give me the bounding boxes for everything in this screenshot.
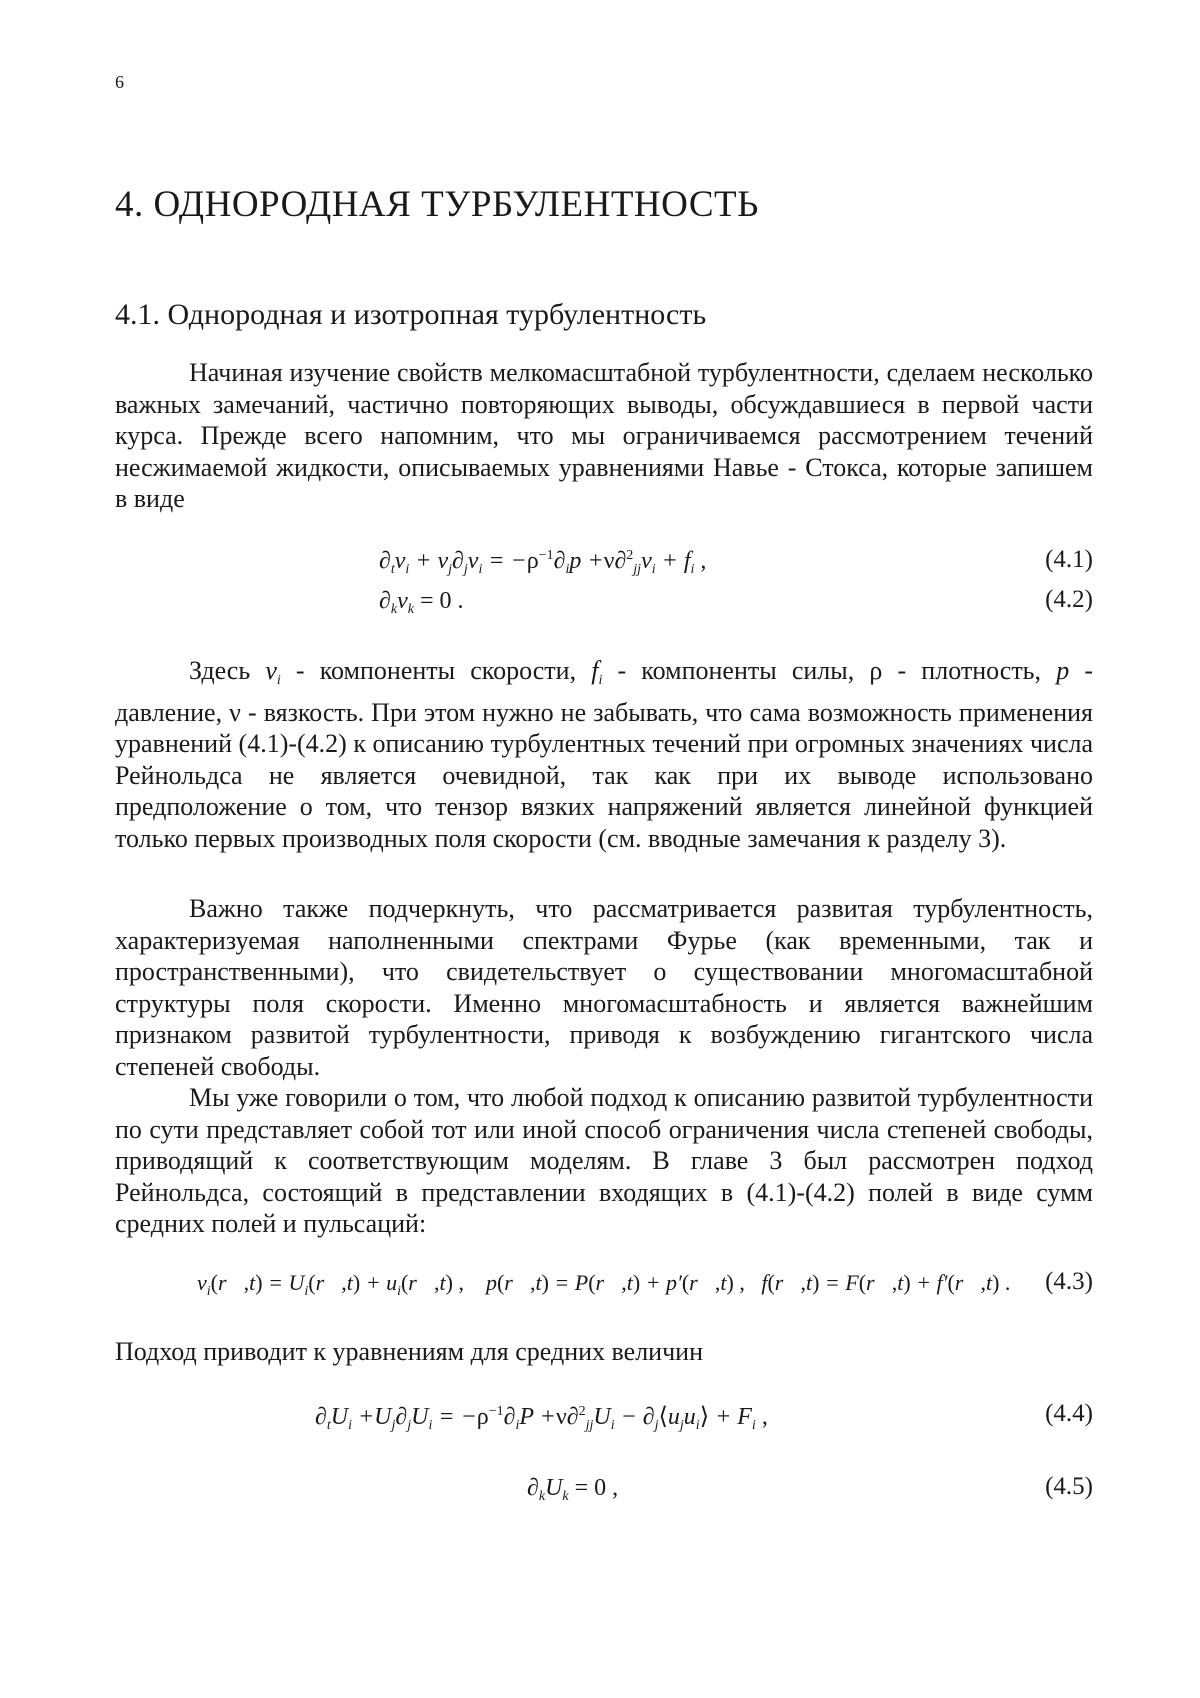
- equation-number: (4.4): [1045, 1400, 1093, 1427]
- here-paragraph: Здесь $v_i$ - компоненты скорости, $f_i$ - компоненты силы, ρ - плотность, p - давление, ν - вязкость. При этом нужно не забывать, что сама возможность применения уравнений (4.1)-(4.2) к описанию турбулентных течений при огромных значениях числа Рейнольдса не является очевидной, так как при их выводе использовано предположение о том, что тензор вязких напряжений является линейной функцией только первых производных поля скорости (см. вводные замечания к разделу 3).: [115, 656, 1093, 853]
- inline-var-f: f: [591, 656, 599, 685]
- equation-4-2: $\partial_kv_k = 0$ . (4.2): [379, 586, 1093, 617]
- approach-paragraph: Подход приводит к уравнениям для средних величин: [115, 1337, 703, 1366]
- equation-number: (4.3): [1045, 1268, 1093, 1295]
- inline-var-v: v: [265, 656, 277, 685]
- equation-4-4: $\partial_tU_i +U_j\partial_jU_i = -\rho^{-1}\partial_iP +\nu\partial^2_{jj}U_i$ − $\partial_j⟨u_ju_i⟩ + F_i$ , (4.4): [315, 1400, 1093, 1433]
- equation-4-5: $\partial_kU_k = 0$ , (4.5): [527, 1473, 1093, 1504]
- equation-number: (4.1): [1045, 546, 1093, 573]
- important-paragraph: Важно также подчеркнуть, что рассматривается развитая турбулентность, характеризуемая наполненными спектрами Фурье (как временными, так и пространственными), что свидетельствует о существовании многомасштабной структуры поля скорости. Именно многомасштабность и является важнейшим признаком развитой турбулентности, приводя к возбуждению гигантского числа степеней свободы.: [115, 894, 1093, 1081]
- section-title: 4.1. Однородная и изотропная турбулентность: [115, 298, 707, 331]
- equation-number: (4.2): [1045, 586, 1093, 613]
- inline-var-p: p: [1056, 656, 1070, 685]
- intro-paragraph: Начиная изучение свойств мелкомасштабной турбулентности, сделаем несколько важных замечаний, частично повторяющих выводы, обсуждавшиеся в первой части курса. Прежде всего напомним, что мы ограничиваемся рассмотрением течений несжимаемой жидкости, описываемых уравнениями Навье - Стокса, которые запишем в виде: [115, 358, 1093, 513]
- equation-number: (4.5): [1045, 1473, 1093, 1500]
- chapter-title: 4. ОДНОРОДНАЯ ТУРБУЛЕНТНОСТЬ: [115, 184, 759, 225]
- equation-4-1: $\partial_tv_i + v_j\partial_jv_i = -\rho^{-1}\partial_ip +\nu\partial^2_{jj}v_i + f_i$ , (4.1): [379, 546, 1093, 577]
- reynolds-paragraph: Мы уже говорили о том, что любой подход к описанию развитой турбулентности по сути представляет собой тот или иной способ ограничения числа степеней свободы, приводящий к соответствующим моделям. В главе 3 был рассмотрен подход Рейнольдса, состоящий в представлении входящих в (4.1)-(4.2) полей в виде сумм средних полей и пульсаций:: [115, 1083, 1093, 1238]
- equation-4-3: $v_i(r⃗,t)$ = $U_i(r⃗,t)$ + $u_i(r⃗,t)$ , p(r⃗,t) = P(r⃗,t) + p′(r⃗,t) , f(r⃗,t) = F(r⃗,t) + f′(r⃗,t) . (4.3): [197, 1268, 1093, 1299]
- page-number: 6: [115, 72, 124, 92]
